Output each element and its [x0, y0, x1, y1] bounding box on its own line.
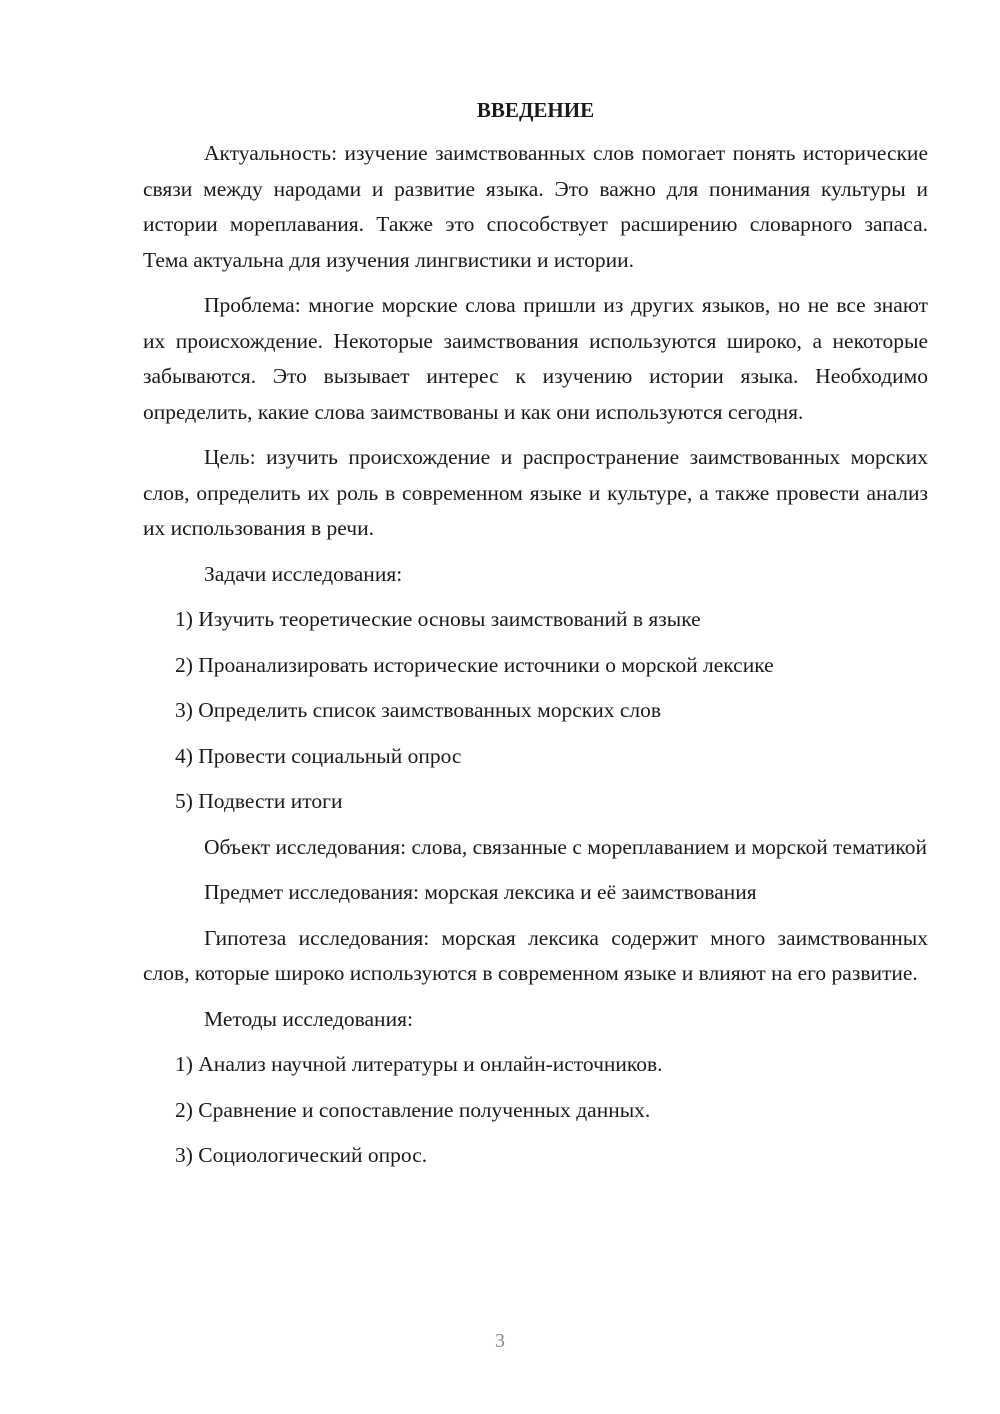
methods-list [143, 1047, 928, 1174]
goal-paragraph: Цель: изучить происхождение и распространение заимствованных морских слов, определить их роль в современном языке и культуре, а также провести анализ их использования в речи. [143, 445, 928, 540]
subject-paragraph: Предмет исследования: морская лексика и её заимствования [204, 880, 757, 904]
problem-paragraph: Проблема: многие морские слова пришли из других языков, но не все знают их происхождение. Некоторые заимствования используются широко, а некоторые забываются. Это вызывает интерес к изучению истории языка. Необходимо определить, какие слова заимствованы и как они используются сегодня. [143, 293, 928, 424]
task-item: 3) Определить список заимствованных морских слов [175, 698, 662, 722]
relevance-paragraph: Актуальность: изучение заимствованных слов помогает понять исторические связи между народами и развитие языка. Это важно для понимания культуры и истории мореплавания. Также это способствует расширению словарного запаса. Тема актуальна для изучения лингвистики и истории. [143, 141, 928, 272]
tasks-heading: Задачи исследования: [204, 561, 403, 586]
method-item: 2) Сравнение и сопоставление полученных данных. [175, 1097, 651, 1122]
methods-heading: Методы исследования: [204, 1006, 413, 1031]
hypothesis-paragraph: Гипотеза исследования: морская лексика содержит много заимствованных слов, которые широко используются в современном языке и влияют на его развитие. [143, 925, 928, 985]
task-item: 4) Провести социальный опрос [175, 743, 462, 768]
page-title: ВВЕДЕНИЕ [476, 98, 595, 122]
task-item: 2) Проанализировать исторические источники о морской лексике [175, 652, 774, 677]
object-paragraph: Объект исследования: слова, связанные с мореплаванием и морской тематикой [204, 834, 928, 859]
method-item: 3) Социологический опрос. [175, 1143, 428, 1167]
task-item: 1) Изучить теоретические основы заимствований в языке [175, 607, 701, 631]
page-number: 3 [495, 1330, 505, 1352]
method-item: 1) Анализ научной литературы и онлайн-источников. [175, 1052, 663, 1076]
tasks-list [143, 602, 928, 820]
task-item: 5) Подвести итоги [175, 789, 343, 813]
page-content [143, 92, 928, 1184]
